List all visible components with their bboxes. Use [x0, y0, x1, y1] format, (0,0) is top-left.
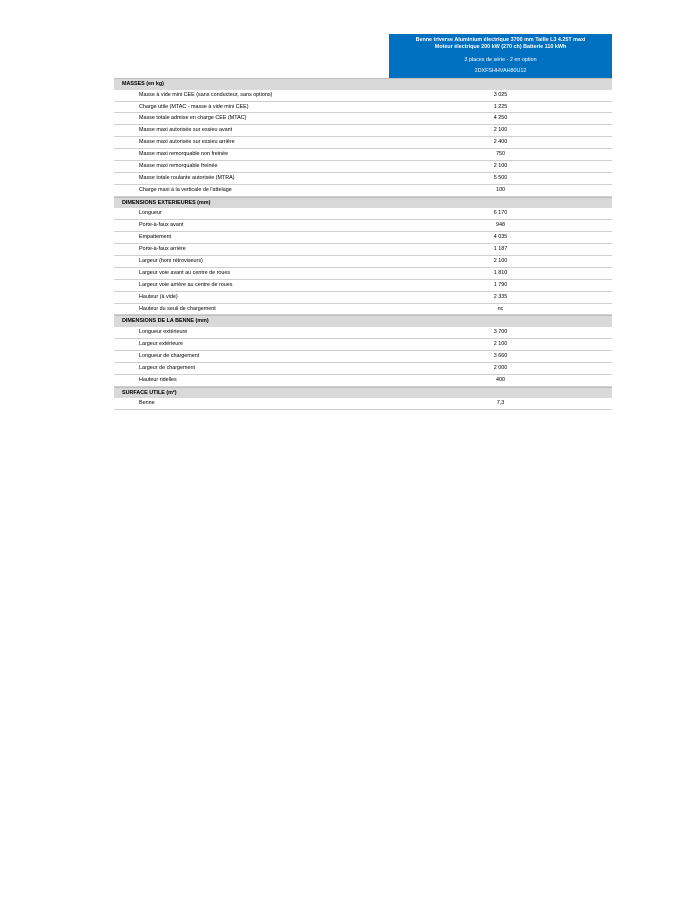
- row-label: Benne: [139, 400, 155, 407]
- table-row: [114, 398, 612, 410]
- vehicle-title-line1: Benne triverse Aluminium électrique 3700 mm Taille L3 4.25T maxi: [415, 37, 586, 43]
- row-value: 100: [496, 186, 505, 193]
- row-label: Hauteur ridelles: [139, 376, 177, 383]
- row-value: 3 025: [493, 91, 508, 98]
- row-label: Hauteur du seuil de chargement: [139, 305, 216, 312]
- row-value: 4 035: [493, 234, 508, 241]
- vehicle-code: 2DXFSHHVAH80U12: [474, 68, 527, 74]
- row-value: nc: [497, 305, 504, 312]
- table-row: [114, 113, 612, 125]
- row-value: 1 790: [493, 281, 508, 288]
- row-label: Hauteur (à vide): [139, 293, 178, 300]
- table-row: [114, 292, 612, 304]
- table-row: [114, 90, 612, 102]
- table-row: [114, 185, 612, 197]
- table-row: [114, 232, 612, 244]
- row-value: 2 100: [493, 257, 508, 264]
- section-header: SURFACE UTILE (m²): [114, 387, 612, 399]
- row-value: 1 225: [493, 103, 508, 110]
- row-value: 2 400: [493, 139, 508, 146]
- row-value: 3 700: [493, 329, 508, 336]
- row-value: 2 100: [493, 163, 508, 170]
- row-label: Masse totale admise en charge CEE (MTAC): [139, 115, 247, 122]
- row-value: 2 100: [493, 127, 508, 134]
- table-row: [114, 244, 612, 256]
- section-header: DIMENSIONS EXTERIEURES (mm): [114, 197, 612, 209]
- table-row: [114, 208, 612, 220]
- row-label: Largeur de chargement: [139, 364, 196, 371]
- section-header: DIMENSIONS DE LA BENNE (mm): [114, 315, 612, 327]
- vehicle-header: [389, 34, 612, 78]
- row-label: Empattement: [139, 234, 172, 241]
- spec-table: [114, 78, 612, 410]
- row-label: Masse maxi autorisée sur essieu arrière: [139, 139, 235, 146]
- row-value: 4 250: [493, 115, 508, 122]
- table-row: [114, 280, 612, 292]
- row-label: Charge maxi à la verticale de l'attelage: [139, 186, 232, 193]
- row-label: Porte-à-faux avant: [139, 222, 184, 229]
- row-label: Masse maxi remorquable non freinée: [139, 151, 228, 158]
- row-label: Masse totale roulante autorisée (MTRA): [139, 174, 235, 181]
- row-value: 7,3: [496, 400, 505, 407]
- row-value: 2 000: [493, 364, 508, 371]
- row-value: 1 810: [493, 269, 508, 276]
- row-label: Porte-à-faux arrière: [139, 246, 186, 253]
- section-header: MASSES (en kg): [114, 78, 612, 90]
- row-label: Masse maxi remorquable freinée: [139, 163, 218, 170]
- row-value: 3 660: [493, 352, 508, 359]
- table-row: [114, 149, 612, 161]
- row-value: 750: [496, 151, 505, 158]
- row-label: Masse à vide mini CEE (sans conducteur, sans options): [139, 91, 273, 98]
- row-value: 5 500: [493, 174, 508, 181]
- table-row: [114, 161, 612, 173]
- table-row: [114, 304, 612, 316]
- row-value: 2 335: [493, 293, 508, 300]
- table-row: [114, 256, 612, 268]
- row-label: Longueur: [139, 210, 162, 217]
- row-label: Masse maxi autorisée sur essieu avant: [139, 127, 233, 134]
- row-label: Longueur de chargement: [139, 352, 200, 359]
- table-row: [114, 220, 612, 232]
- vehicle-title-line2: Moteur électrique 200 kW (270 ch) Batterie 110 kWh: [434, 44, 567, 50]
- row-label: Charge utile (MTAC - masse à vide mini CEE): [139, 103, 249, 110]
- table-row: [114, 102, 612, 114]
- table-row: [114, 351, 612, 363]
- row-value: 948: [496, 222, 505, 229]
- row-label: Longueur extérieure: [139, 329, 188, 336]
- table-row: [114, 339, 612, 351]
- table-row: [114, 363, 612, 375]
- table-row: [114, 137, 612, 149]
- row-label: Largeur extérieure: [139, 340, 184, 347]
- row-value: 6 170: [493, 210, 508, 217]
- table-row: [114, 173, 612, 185]
- row-value: 2 100: [493, 340, 508, 347]
- seats-info: 3 places de série - 2 en option: [464, 57, 537, 63]
- table-row: [114, 125, 612, 137]
- row-value: 400: [496, 376, 505, 383]
- row-value: 1 187: [493, 246, 508, 253]
- row-label: Largeur (hors rétroviseurs): [139, 257, 203, 264]
- row-label: Largeur voie arrière au centre de roues: [139, 281, 233, 288]
- table-row: [114, 268, 612, 280]
- table-row: [114, 327, 612, 339]
- row-label: Largeur voie avant au centre de roues: [139, 269, 231, 276]
- table-row: [114, 375, 612, 387]
